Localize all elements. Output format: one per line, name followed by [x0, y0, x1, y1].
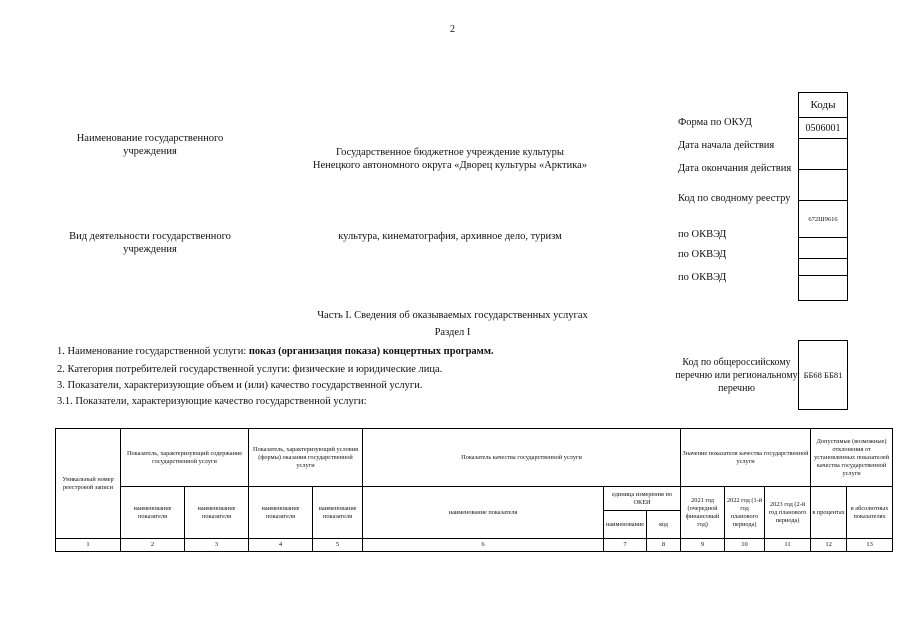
item-1-value: показ (организация показа) концертных программ.: [248, 346, 494, 357]
code-end-date: [799, 170, 848, 201]
col-number: 3: [185, 539, 249, 552]
sub-dev-absolute: в абсолютных показателях: [847, 487, 893, 539]
col-number: 4: [249, 539, 313, 552]
col-number: 13: [847, 539, 893, 552]
item-1-prefix: 1. Наименование государственной услуги:: [57, 346, 249, 357]
institution-name: [250, 146, 650, 172]
sub-year-2022: 2022 год (1-й год планового периода): [725, 487, 765, 539]
codes-header: Коды: [799, 93, 848, 118]
item-3-1: 3.1. Показатели, характеризующие качество государственной услуги:: [57, 396, 367, 407]
okved-label-2: по ОКВЭД: [678, 249, 727, 260]
item-1: [57, 346, 494, 357]
col-number: 1: [56, 539, 121, 552]
sub-name-indicator-4: наименование показателя: [313, 487, 363, 539]
code-okved-1: [799, 238, 848, 259]
header-quality: Показатель качества государственной услуги: [363, 429, 681, 487]
header-values: Значение показателя качества государственной услуги: [681, 429, 811, 487]
header-content: Показатель, характеризующий содержание государственной услуги: [121, 429, 249, 487]
header-unique-number: Уникальный номер реестровой записи: [56, 429, 121, 539]
code-start-date: [799, 139, 848, 170]
service-code-value: ББ68 ББ81: [803, 370, 843, 380]
code-registry: 672Ш9616: [799, 201, 848, 238]
activity-label: Вид деятельности государственного учреждения: [69, 231, 231, 255]
service-code-label: Код по общероссийскому перечню или региональному перечню: [675, 357, 798, 394]
sub-dev-percent: в процентах: [811, 487, 847, 539]
sub-unit: единица измерения по ОКЕИ: [604, 487, 681, 511]
registry-label: Код по сводному реестру: [678, 193, 791, 204]
end-date-label: Дата окончания действия: [678, 163, 792, 174]
service-code-box: [798, 340, 848, 410]
col-number: 12: [811, 539, 847, 552]
col-number: 9: [681, 539, 725, 552]
col-number: 7: [604, 539, 647, 552]
institution-name-line2: Ненецкого автономного округа «Дворец культуры «Арктика»: [312, 160, 588, 171]
okved-label-3: по ОКВЭД: [678, 272, 727, 283]
codes-table: [798, 92, 848, 301]
sub-name-indicator-2: наименование показателя: [185, 487, 249, 539]
code-okud: 0506001: [799, 118, 848, 139]
item-3: 3. Показатели, характеризующие объем и (или) качество государственной услуги.: [57, 380, 423, 391]
sub-year-2023: 2023 год (2-й год планового периода): [765, 487, 811, 539]
sub-indicator-name: наименование показателя: [363, 487, 604, 539]
col-number: 6: [363, 539, 604, 552]
col-number: 5: [313, 539, 363, 552]
sub-unit-name: наименование: [604, 511, 647, 539]
sub-name-indicator-3: наименование показателя: [249, 487, 313, 539]
item-2: 2. Категория потребителей государственной услуги: физические и юридические лица.: [57, 364, 443, 375]
okud-label: Форма по ОКУД: [678, 117, 752, 128]
section-title: Раздел I: [434, 327, 471, 338]
col-number: 10: [725, 539, 765, 552]
sub-year-2021: 2021 год (очередной финансовый год): [681, 487, 725, 539]
code-okved-3: [799, 276, 848, 301]
page-number: 2: [450, 24, 455, 35]
col-number: 2: [121, 539, 185, 552]
activity-value: культура, кинематография, архивное дело, туризм: [338, 231, 562, 242]
quality-table: [55, 428, 893, 552]
part-title: Часть I. Сведения об оказываемых государственных услугах: [317, 310, 588, 321]
sub-name-indicator-1: наименование показателя: [121, 487, 185, 539]
institution-label: Наименование государственного учреждения: [76, 133, 224, 157]
header-conditions: Показатель, характеризующий условия (формы) оказания государственной услуги: [249, 429, 363, 487]
col-number: 8: [647, 539, 681, 552]
sub-unit-code: код: [647, 511, 681, 539]
header-deviation: Допустимые (возможные) отклонения от установленных показателей качества государственной услуги: [811, 429, 893, 487]
institution-name-line1: Государственное бюджетное учреждение культуры: [336, 147, 564, 158]
code-okved-2: [799, 259, 848, 276]
okved-label-1: по ОКВЭД: [678, 229, 727, 240]
col-number: 11: [765, 539, 811, 552]
start-date-label: Дата начала действия: [678, 140, 775, 151]
